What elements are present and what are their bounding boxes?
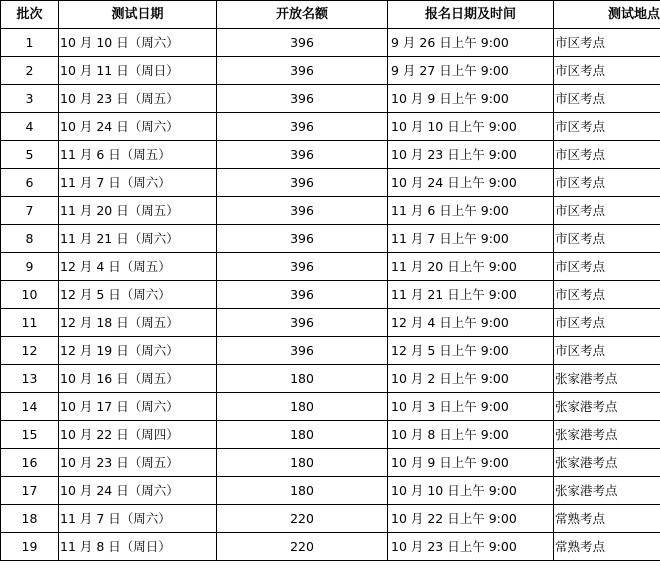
cell-registration-time: 10 月 24 日上午 9:00 — [388, 169, 554, 197]
cell-batch: 13 — [1, 365, 59, 393]
cell-test-site: 张家港考点 — [554, 393, 660, 421]
cell-batch: 19 — [1, 533, 59, 561]
cell-test-date: 11 月 8 日（周日） — [59, 533, 217, 561]
cell-test-date: 10 月 22 日（周四） — [59, 421, 217, 449]
cell-registration-time: 10 月 23 日上午 9:00 — [388, 141, 554, 169]
header-registration-time: 报名日期及时间 — [388, 1, 554, 29]
cell-batch: 1 — [1, 29, 59, 57]
cell-test-date: 12 月 4 日（周五） — [59, 253, 217, 281]
cell-batch: 9 — [1, 253, 59, 281]
table-row — [1, 477, 660, 505]
cell-test-site: 市区考点 — [554, 253, 660, 281]
cell-registration-time: 10 月 10 日上午 9:00 — [388, 477, 554, 505]
header-test-date: 测试日期 — [59, 1, 217, 29]
cell-registration-time: 11 月 6 日上午 9:00 — [388, 197, 554, 225]
table-row — [1, 449, 660, 477]
cell-test-site: 市区考点 — [554, 29, 660, 57]
cell-test-date: 12 月 19 日（周六） — [59, 337, 217, 365]
table-row — [1, 365, 660, 393]
table-row — [1, 197, 660, 225]
cell-registration-time: 10 月 23 日上午 9:00 — [388, 533, 554, 561]
cell-test-date: 11 月 7 日（周六） — [59, 505, 217, 533]
table-header-row — [1, 1, 660, 29]
cell-registration-time: 12 月 4 日上午 9:00 — [388, 309, 554, 337]
cell-quota: 396 — [217, 281, 388, 309]
cell-registration-time: 10 月 22 日上午 9:00 — [388, 505, 554, 533]
cell-test-date: 10 月 24 日（周六） — [59, 113, 217, 141]
cell-test-date: 10 月 10 日（周六） — [59, 29, 217, 57]
cell-test-date: 10 月 23 日（周五） — [59, 449, 217, 477]
cell-batch: 7 — [1, 197, 59, 225]
table-row — [1, 85, 660, 113]
cell-registration-time: 10 月 3 日上午 9:00 — [388, 393, 554, 421]
cell-batch: 18 — [1, 505, 59, 533]
table-row — [1, 141, 660, 169]
cell-registration-time: 9 月 27 日上午 9:00 — [388, 57, 554, 85]
cell-batch: 11 — [1, 309, 59, 337]
table-row — [1, 505, 660, 533]
cell-test-date: 10 月 24 日（周六） — [59, 477, 217, 505]
table-row — [1, 393, 660, 421]
cell-batch: 16 — [1, 449, 59, 477]
cell-test-site: 市区考点 — [554, 85, 660, 113]
cell-test-site: 市区考点 — [554, 281, 660, 309]
cell-batch: 6 — [1, 169, 59, 197]
cell-quota: 396 — [217, 169, 388, 197]
cell-quota: 396 — [217, 253, 388, 281]
cell-quota: 396 — [217, 225, 388, 253]
table-row — [1, 113, 660, 141]
cell-registration-time: 10 月 9 日上午 9:00 — [388, 85, 554, 113]
cell-test-date: 11 月 6 日（周五） — [59, 141, 217, 169]
cell-registration-time: 11 月 20 日上午 9:00 — [388, 253, 554, 281]
cell-test-site: 张家港考点 — [554, 477, 660, 505]
header-test-site: 测试地点 — [554, 1, 660, 29]
cell-test-site: 市区考点 — [554, 337, 660, 365]
table-row — [1, 253, 660, 281]
cell-registration-time: 12 月 5 日上午 9:00 — [388, 337, 554, 365]
cell-test-site: 市区考点 — [554, 225, 660, 253]
table-row — [1, 169, 660, 197]
cell-registration-time: 10 月 9 日上午 9:00 — [388, 449, 554, 477]
cell-test-site: 张家港考点 — [554, 449, 660, 477]
cell-quota: 220 — [217, 533, 388, 561]
cell-test-site: 张家港考点 — [554, 365, 660, 393]
header-quota: 开放名额 — [217, 1, 388, 29]
table-row — [1, 57, 660, 85]
cell-registration-time: 11 月 7 日上午 9:00 — [388, 225, 554, 253]
cell-batch: 2 — [1, 57, 59, 85]
table-body — [1, 29, 660, 561]
cell-test-site: 常熟考点 — [554, 505, 660, 533]
cell-test-date: 11 月 20 日（周五） — [59, 197, 217, 225]
cell-quota: 396 — [217, 57, 388, 85]
table-row — [1, 29, 660, 57]
cell-registration-time: 9 月 26 日上午 9:00 — [388, 29, 554, 57]
cell-quota: 180 — [217, 393, 388, 421]
cell-test-date: 11 月 21 日（周六） — [59, 225, 217, 253]
cell-quota: 396 — [217, 85, 388, 113]
cell-test-site: 市区考点 — [554, 309, 660, 337]
table-row — [1, 421, 660, 449]
table-row — [1, 225, 660, 253]
cell-test-date: 11 月 7 日（周六） — [59, 169, 217, 197]
cell-test-date: 10 月 17 日（周六） — [59, 393, 217, 421]
cell-batch: 10 — [1, 281, 59, 309]
cell-batch: 4 — [1, 113, 59, 141]
cell-batch: 5 — [1, 141, 59, 169]
cell-test-site: 市区考点 — [554, 197, 660, 225]
cell-quota: 220 — [217, 505, 388, 533]
cell-test-date: 10 月 11 日（周日） — [59, 57, 217, 85]
cell-test-site: 市区考点 — [554, 141, 660, 169]
cell-registration-time: 10 月 10 日上午 9:00 — [388, 113, 554, 141]
cell-batch: 12 — [1, 337, 59, 365]
cell-test-site: 张家港考点 — [554, 421, 660, 449]
table-row — [1, 337, 660, 365]
cell-test-site: 市区考点 — [554, 113, 660, 141]
cell-quota: 396 — [217, 197, 388, 225]
cell-batch: 8 — [1, 225, 59, 253]
cell-registration-time: 10 月 8 日上午 9:00 — [388, 421, 554, 449]
cell-batch: 14 — [1, 393, 59, 421]
cell-test-site: 常熟考点 — [554, 533, 660, 561]
cell-registration-time: 10 月 2 日上午 9:00 — [388, 365, 554, 393]
cell-test-site: 市区考点 — [554, 169, 660, 197]
cell-test-date: 12 月 5 日（周六） — [59, 281, 217, 309]
cell-batch: 3 — [1, 85, 59, 113]
cell-registration-time: 11 月 21 日上午 9:00 — [388, 281, 554, 309]
table-row — [1, 533, 660, 561]
cell-quota: 396 — [217, 29, 388, 57]
cell-quota: 180 — [217, 365, 388, 393]
cell-batch: 15 — [1, 421, 59, 449]
cell-quota: 180 — [217, 421, 388, 449]
cell-test-site: 市区考点 — [554, 57, 660, 85]
cell-quota: 396 — [217, 309, 388, 337]
cell-quota: 180 — [217, 477, 388, 505]
cell-quota: 396 — [217, 113, 388, 141]
cell-quota: 396 — [217, 337, 388, 365]
cell-test-date: 10 月 16 日（周五） — [59, 365, 217, 393]
cell-quota: 180 — [217, 449, 388, 477]
cell-test-date: 10 月 23 日（周五） — [59, 85, 217, 113]
header-batch: 批次 — [1, 1, 59, 29]
cell-quota: 396 — [217, 141, 388, 169]
cell-batch: 17 — [1, 477, 59, 505]
table-row — [1, 281, 660, 309]
table-row — [1, 309, 660, 337]
cell-test-date: 12 月 18 日（周五） — [59, 309, 217, 337]
